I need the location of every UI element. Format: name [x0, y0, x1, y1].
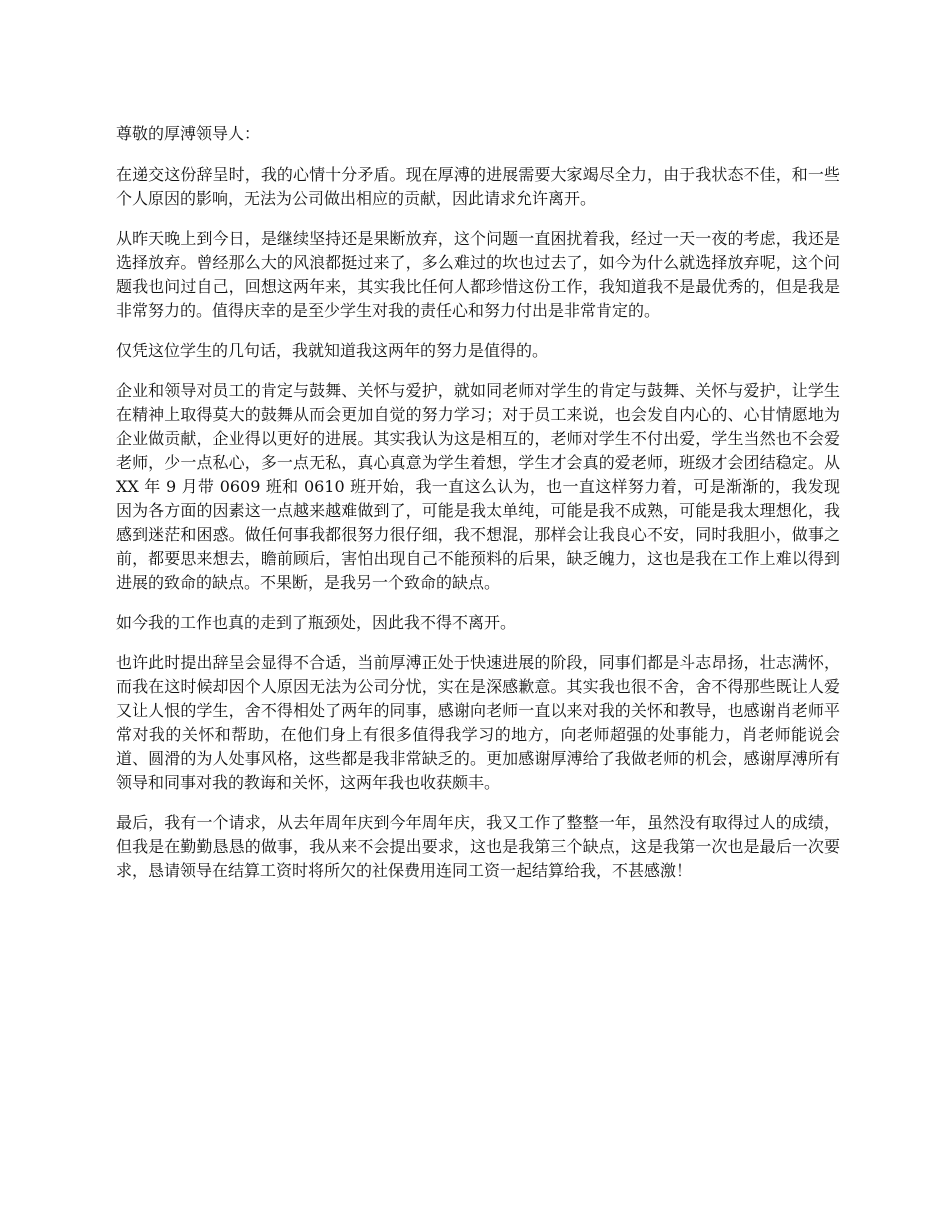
letter-body — [116, 122, 840, 899]
salutation: 尊敬的厚溥领导人： — [116, 124, 261, 143]
paragraph-4: 企业和领导对员工的肯定与鼓舞、关怀与爱护，就如同老师对学生的肯定与鼓舞、关怀与爱护，让学生在精神上取得莫大的鼓舞从而会更加自觉的努力学习；对于员工来说，也会发自内心的、心甘情愿地为企业做贡献，企业得以更好的进展。其实我认为这是相互的，老师对学生不付出爱，学生当然也不会爱老师，少一点私心，多一点无私，真心真意为学生着想，学生才会真的爱老师，班级才会团结稳定。从 XX 年 9 月带 0609 班和 0610 班开始，我一直这么认为，也一直这样努力着，可是渐渐的，我发现因为各方面的因素这一点越来越难做到了，可能是我太单纯，可能是我不成熟，可能是我太理想化，我感到迷茫和困惑。做任何事我都很努力很仔细，我不想混，那样会让我良心不安，同时我胆小，做事之前，都要思来想去，瞻前顾后，害怕出现自己不能预料的后果，缺乏魄力，这也是我在工作上难以得到进展的致命的缺点。不果断，是我另一个致命的缺点。 — [116, 381, 840, 592]
paragraph-3: 仅凭这位学生的几句话，我就知道我这两年的努力是值得的。 — [116, 341, 549, 360]
paragraph-2: 从昨天晚上到今日，是继续坚持还是果断放弃，这个问题一直困扰着我，经过一天一夜的考虑，我还是选择放弃。曾经那么大的风浪都挺过来了，多么难过的坎也过去了，如今为什么就选择放弃呢，这个问题我也问过自己，回想这两年来，其实我比任何人都珍惜这份工作，我知道我不是最优秀的，但是我是非常努力的。值得庆幸的是至少学生对我的责任心和努力付出是非常肯定的。 — [116, 229, 840, 320]
paragraph-7: 最后，我有一个请求，从去年周年庆到今年周年庆，我又工作了整整一年，虽然没有取得过人的成绩，但我是在勤勤恳恳的做事，我从来不会提出要求，这也是我第三个缺点，这是我第一次也是最后一次要求，恳请领导在结算工资时将所欠的社保费用连同工资一起结算给我，不甚感激！ — [116, 813, 840, 880]
paragraph-6: 也许此时提出辞呈会显得不合适，当前厚溥正处于快速进展的阶段，同事们都是斗志昂扬，壮志满怀，而我在这时候却因个人原因无法为公司分忧，实在是深感歉意。其实我也很不舍，舍不得那些既让人爱又让人恨的学生，舍不得相处了两年的同事，感谢向老师一直以来对我的关怀和教导，也感谢肖老师平常对我的关怀和帮助，在他们身上有很多值得我学习的地方，向老师超强的处事能力，肖老师能说会道、圆滑的为人处事风格，这些都是我非常缺乏的。更加感谢厚溥给了我做老师的机会，感谢厚溥所有领导和同事对我的教诲和关怀，这两年我也收获颇丰。 — [116, 653, 840, 792]
paragraph-5: 如今我的工作也真的走到了瓶颈处，因此我不得不离开。 — [116, 613, 517, 632]
paragraph-1: 在递交这份辞呈时，我的心情十分矛盾。现在厚溥的进展需要大家竭尽全力，由于我状态不佳，和一些个人原因的影响，无法为公司做出相应的贡献，因此请求允许离开。 — [116, 165, 840, 208]
